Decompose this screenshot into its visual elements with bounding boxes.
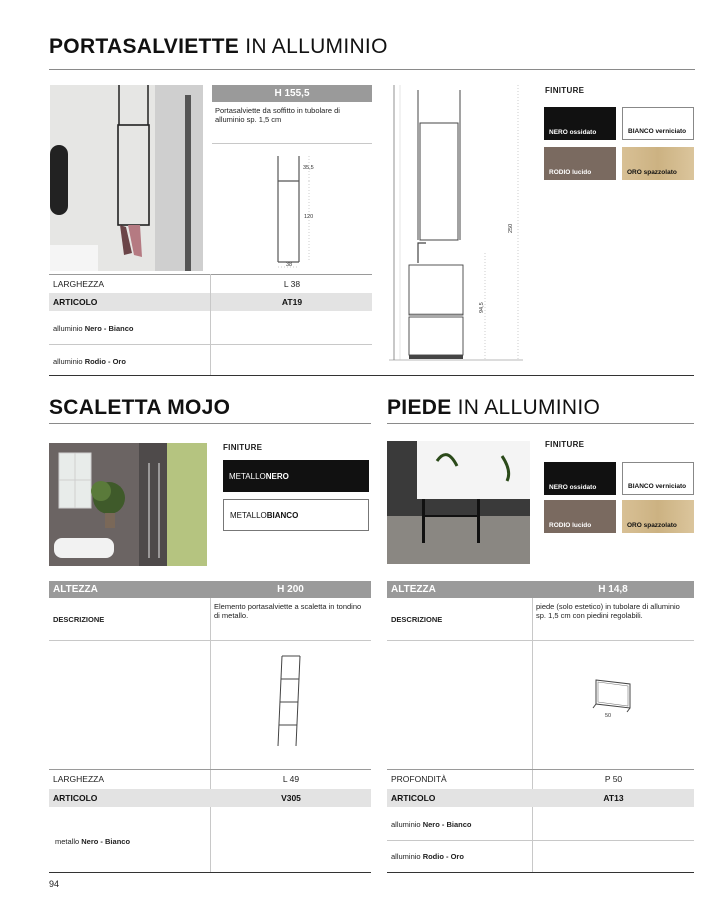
variant-row: alluminio Rodio - Oro [391,852,464,861]
ladder-drawing [270,654,310,749]
height-bar: ALTEZZA H 200 [49,581,371,598]
height-bar: ALTEZZA H 14,8 [387,581,694,598]
depth-value: P 50 [604,774,623,784]
scaletta-photo [49,443,207,566]
width-label: LARGHEZZA [53,279,105,289]
variant-row: alluminio Nero - Bianco [53,324,134,333]
finish-swatch-metallo-bianco: METALLO BIANCO [223,499,369,531]
width-value: L 49 [282,774,300,784]
finish-swatch-rodio: RODIO lucido [544,500,616,533]
scaletta-title: SCALETTA MOJO [49,396,231,419]
piede-title: PIEDE IN ALLUMINIO [387,396,601,419]
finish-swatch-oro: ORO spazzolato [622,147,694,180]
height-bar: H 155,5 [212,85,372,102]
dim-depth: 50 [605,713,612,719]
article-row: ARTICOLO AT19 [49,293,372,311]
portasalviette-title: PORTASALVIETTE IN ALLUMINIO [49,35,388,58]
elevation-drawing [388,85,528,365]
finishes-title: FINITURE [545,440,585,449]
scaletta-description: Elemento portasalviette a scaletta in tondino di metallo. [214,602,362,620]
article-row: ARTICOLO AT13 [387,789,694,807]
variant-row: alluminio Rodio - Oro [53,357,126,366]
description-label: DESCRIZIONE [391,615,443,624]
finishes-title: FINITURE [545,86,585,95]
variant-row: metallo Nero - Bianco [55,837,131,846]
width-label: LARGHEZZA [53,774,105,784]
variant-row: alluminio Nero - Bianco [391,820,472,829]
page-number: 94 [49,879,60,889]
dim-width: 38 [286,262,293,268]
portasalviette-description: Portasalviette da soffitto in tubolare di alluminio sp. 1,5 cm [215,106,340,124]
dim-middle: 120 [304,214,314,220]
dim-vanity: 94,5 [479,302,485,313]
portasalviette-drawing [212,144,372,272]
title-rule [49,69,695,70]
portasalviette-photo [50,85,203,271]
finishes-title: FINITURE [223,443,263,452]
dim-top: 35,5 [303,165,314,171]
piede-description: piede (solo estetico) in tubolare di alluminio sp. 1,5 cm con piedini regolabili. [536,602,680,620]
finish-swatch-metallo-nero: METALLO NERO [223,460,369,492]
article-row: ARTICOLO V305 [49,789,371,807]
finish-swatch-nero: NERO ossidato [544,107,616,140]
dim-total: 250 [508,223,514,233]
finish-swatch-bianco: BIANCO verniciato [622,462,694,495]
piede-photo [387,441,530,564]
width-value: L 38 [283,279,301,289]
description-label: DESCRIZIONE [53,615,105,624]
depth-label: PROFONDITÀ [391,774,447,784]
finish-swatch-oro: ORO spazzolato [622,500,694,533]
finish-swatch-rodio: RODIO lucido [544,147,616,180]
piede-drawing [588,676,638,726]
finish-swatch-bianco: BIANCO verniciato [622,107,694,140]
finish-swatch-nero: NERO ossidato [544,462,616,495]
